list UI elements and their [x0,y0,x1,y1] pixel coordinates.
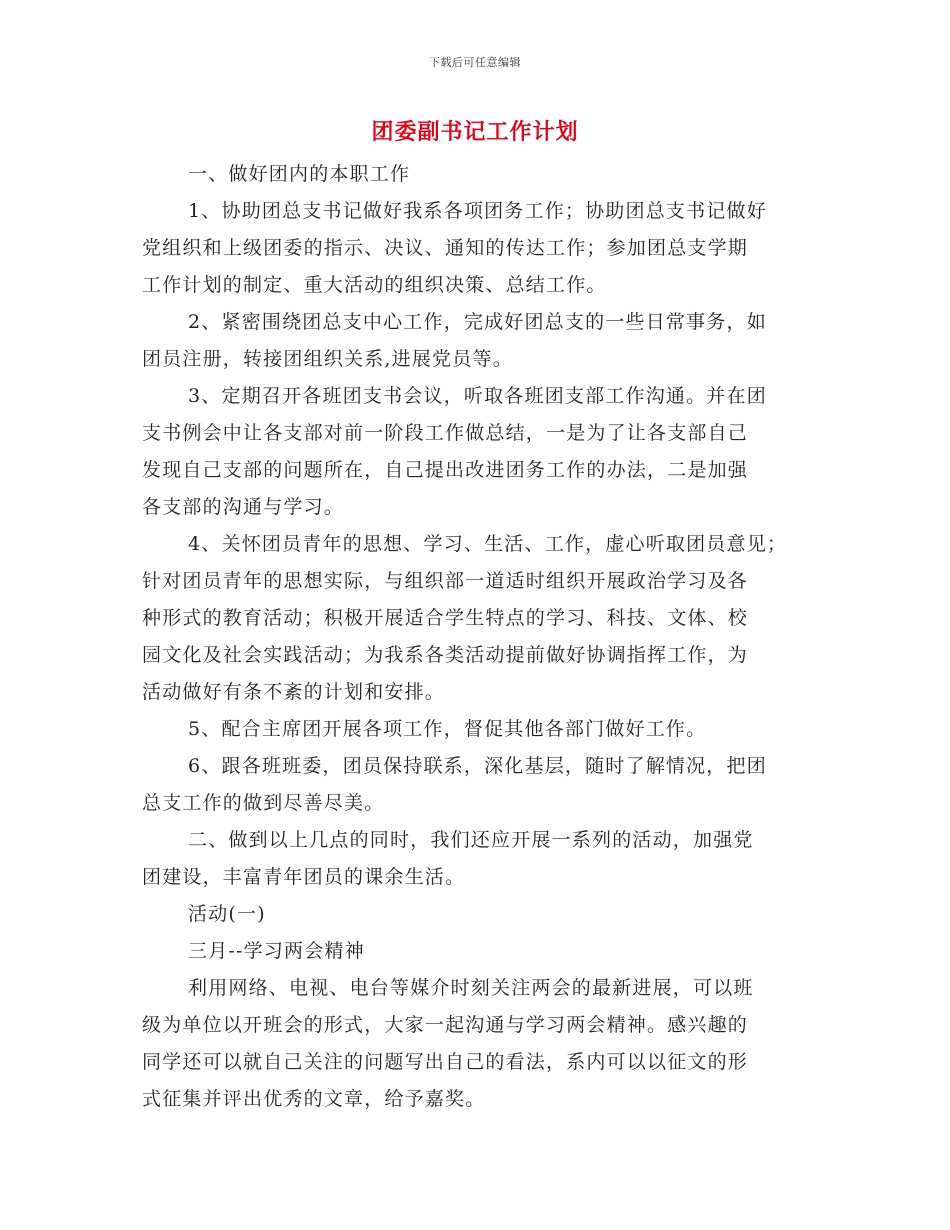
header-note: 下载后可任意编辑 [429,56,521,69]
text-line: 1、协助团总支书记做好我系各项团务工作；协助团总支书记做好 [188,200,767,222]
text-line: 园文化及社会实践活动；为我系各类活动提前做好协调指挥工作，为 [142,644,749,666]
text-line: 二、做到以上几点的同时，我们还应开展一系列的活动，加强党 [188,829,754,851]
text-line: 团员注册，转接团组织关系,进展党员等。 [142,348,513,370]
text-line: 3、定期召开各班团支书会议，听取各班团支部工作沟通。并在团 [188,385,767,407]
text-line: 三月--学习两会精神 [188,940,365,962]
document-title: 团委副书记工作计划 [371,120,579,145]
text-line: 式征集并评出优秀的文章，给予嘉奖。 [142,1088,486,1110]
text-line: 各支部的沟通与学习。 [142,496,345,518]
text-line: 工作计划的制定、重大活动的组织决策、总结工作。 [142,274,607,296]
text-line: 一、做好团内的本职工作 [188,163,411,185]
text-line: 6、跟各班班委，团员保持联系，深化基层，随时了解情况，把团 [188,755,767,777]
text-line: 团建设，丰富青年团员的课余生活。 [142,866,466,888]
text-line: 种形式的教育活动；积极开展适合学生特点的学习、科技、文体、校 [142,607,749,629]
text-line: 2、紧密围绕团总支中心工作，完成好团总支的一些日常事务，如 [188,311,767,333]
text-line: 级为单位以开班会的形式，大家一起沟通与学习两会精神。感兴趣的 [142,1014,749,1036]
text-line: 针对团员青年的思想实际，与组织部一道适时组织开展政治学习及各 [142,570,749,592]
text-line: 活动(一) [188,903,266,925]
text-line: 发现自己支部的问题所在，自己提出改进团务工作的办法，二是加强 [142,459,749,481]
text-line: 支书例会中让各支部对前一阶段工作做总结，一是为了让各支部自己 [142,422,749,444]
text-line: 党组织和上级团委的指示、决议、通知的传达工作；参加团总支学期 [142,237,749,259]
text-line: 利用网络、电视、电台等媒介时刻关注两会的最新进展，可以班 [188,977,754,999]
text-line: 4、关怀团员青年的思想、学习、生活、工作，虚心听取团员意见； [188,533,788,555]
text-line: 同学还可以就自己关注的问题写出自己的看法，系内可以以征文的形 [142,1051,749,1073]
text-line: 5、配合主席团开展各项工作，督促其他各部门做好工作。 [188,718,707,740]
text-line: 总支工作的做到尽善尽美。 [142,792,385,814]
document-body [142,156,822,1118]
text-line: 活动做好有条不紊的计划和安排。 [142,681,446,703]
